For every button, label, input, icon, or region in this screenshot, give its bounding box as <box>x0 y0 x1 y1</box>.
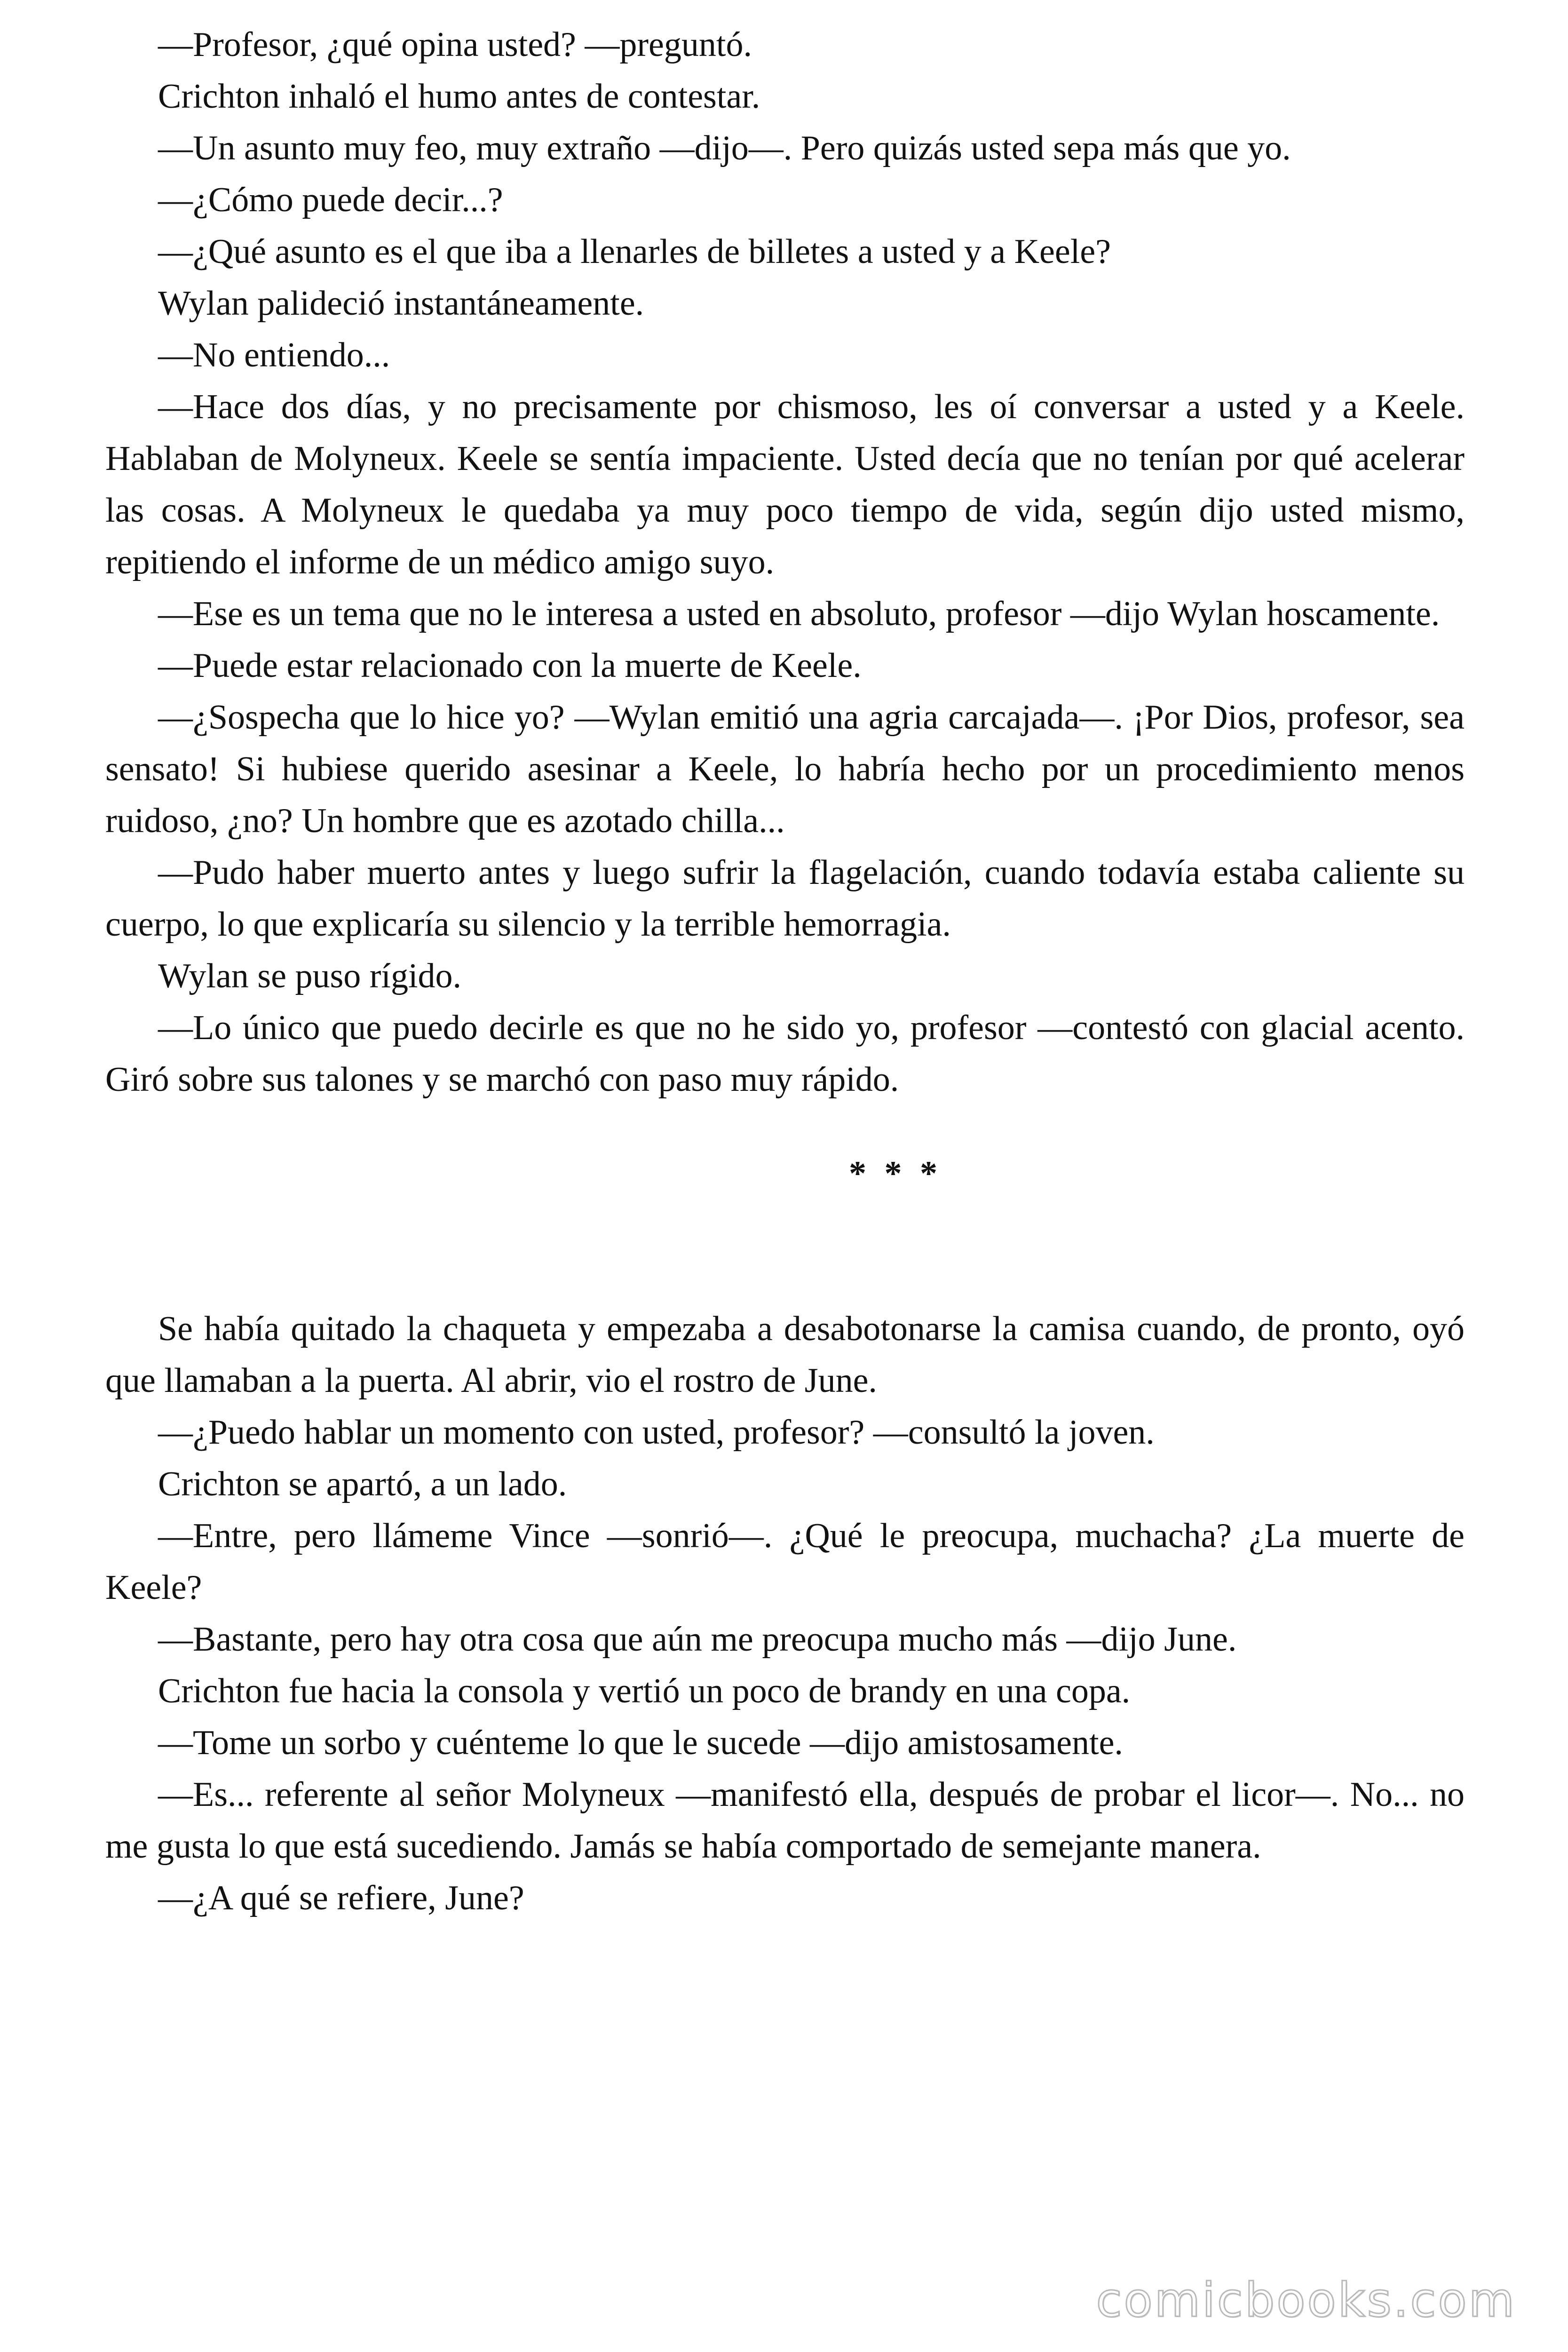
paragraph: —Es... referente al señor Molyneux —manifestó ella, después de probar el licor—. No... no me gusta lo que está sucediendo. Jamás se había comportado de semejante manera. <box>105 1775 1465 1866</box>
paragraph: —¿Qué asunto es el que iba a llenarles de billetes a usted y a Keele? <box>158 232 1111 271</box>
paragraph: —¿Sospecha que lo hice yo? —Wylan emitió una agria carcajada—. ¡Por Dios, profesor, sea sensato! Si hubiese querido asesinar a Keele, lo habría hecho por un procedimiento menos ruidoso, ¿no? Un hombre que es azotado chilla... <box>105 698 1465 840</box>
paragraph: —Lo único que puedo decirle es que no he sido yo, profesor —contestó con glacial acento. Giró sobre sus talones y se marchó con paso muy rápido. <box>105 1009 1465 1099</box>
paragraph: —No entiendo... <box>158 336 390 374</box>
watermark: comicbooks.com <box>1096 2273 1516 2328</box>
book-page <box>105 19 1465 1924</box>
paragraph: —Ese es un tema que no le interesa a usted en absoluto, profesor —dijo Wylan hoscamente. <box>158 595 1440 633</box>
paragraph: —¿A qué se refiere, June? <box>158 1879 524 1917</box>
paragraph: Wylan palideció instantáneamente. <box>158 284 644 323</box>
paragraph: Crichton fue hacia la consola y vertió un poco de brandy en una copa. <box>158 1672 1131 1710</box>
paragraph: —Entre, pero llámeme Vince —sonrió—. ¿Qué le preocupa, muchacha? ¿La muerte de Keele? <box>105 1517 1465 1607</box>
paragraph: —Hace dos días, y no precisamente por chismoso, les oí conversar a usted y a Keele. Hablaban de Molyneux. Keele se sentía impaciente. Usted decía que no tenían por qué acelerar las cosas. A Molyneux le quedaba ya muy poco tiempo de vida, según dijo usted mismo, repitiendo el informe de un médico amigo suyo. <box>105 388 1465 581</box>
scene-separator: * * * <box>849 1154 942 1193</box>
paragraph: —Pudo haber muerto antes y luego sufrir la flagelación, cuando todavía estaba caliente su cuerpo, lo que explicaría su silencio y la terrible hemorragia. <box>105 853 1465 944</box>
paragraph: —Profesor, ¿qué opina usted? —preguntó. <box>158 25 752 64</box>
paragraph: Se había quitado la chaqueta y empezaba a desabotonarse la camisa cuando, de pronto, oyó que llamaban a la puerta. Al abrir, vio el rostro de June. <box>105 1310 1465 1400</box>
paragraph: —Tome un sorbo y cuénteme lo que le sucede —dijo amistosamente. <box>158 1724 1123 1762</box>
paragraph: Crichton inhaló el humo antes de contestar. <box>158 77 760 116</box>
paragraph: —¿Puedo hablar un momento con usted, profesor? —consultó la joven. <box>158 1413 1155 1452</box>
paragraph: Wylan se puso rígido. <box>158 957 462 995</box>
paragraph: —Puede estar relacionado con la muerte de Keele. <box>158 646 862 685</box>
paragraph: —Un asunto muy feo, muy extraño —dijo—. Pero quizás usted sepa más que yo. <box>158 129 1291 167</box>
paragraph: Crichton se apartó, a un lado. <box>158 1465 567 1503</box>
paragraph: —¿Cómo puede decir...? <box>158 181 503 219</box>
paragraph: —Bastante, pero hay otra cosa que aún me preocupa mucho más —dijo June. <box>158 1620 1237 1659</box>
